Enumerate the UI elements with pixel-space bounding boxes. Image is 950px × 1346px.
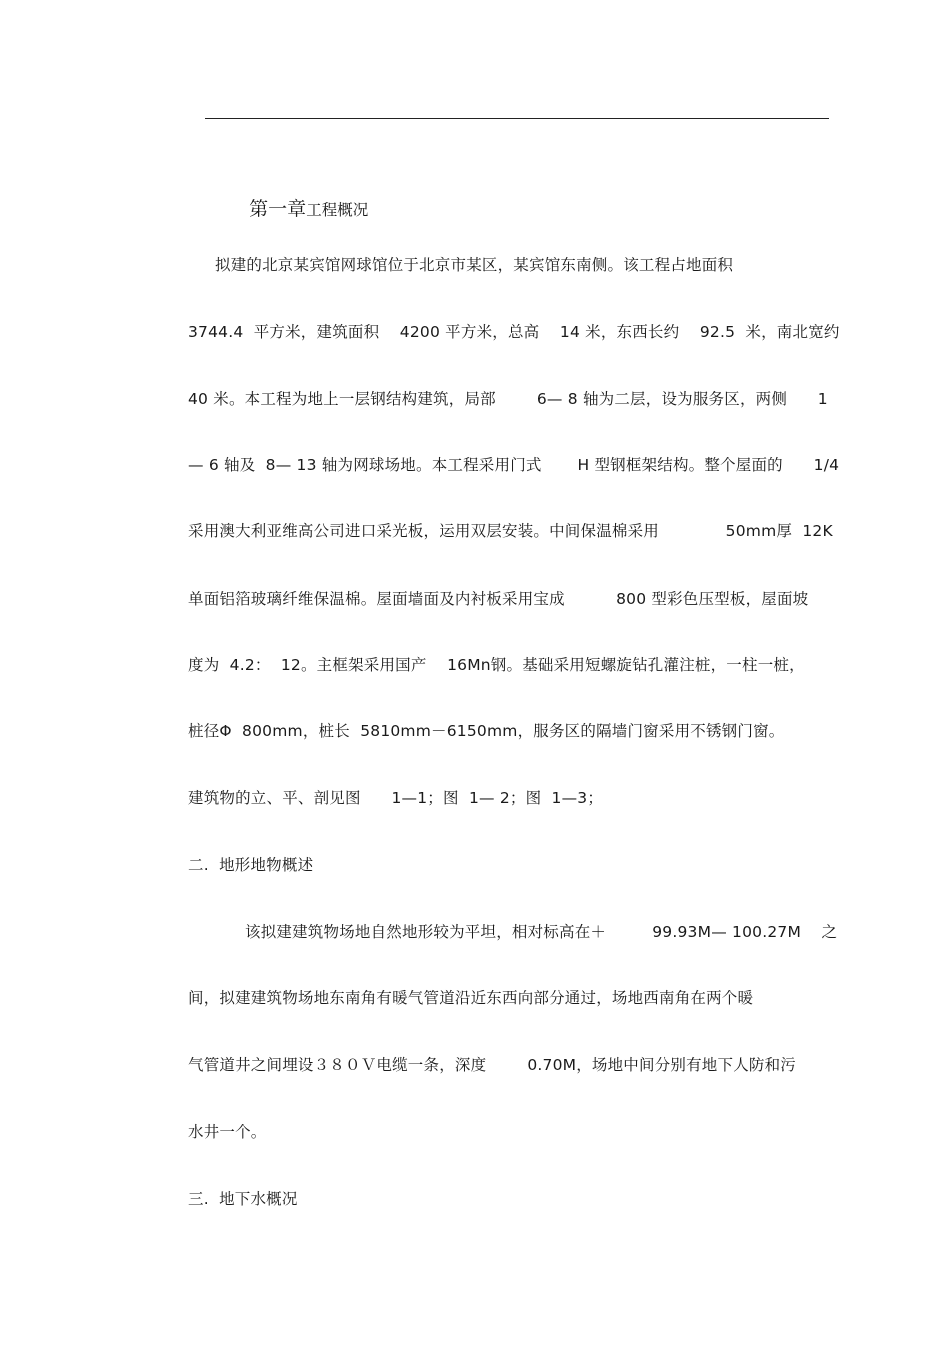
paragraph-line: 气管道井之间埋设３８０Ｖ电缆一条，深度 0.70M，场地中间分别有地下人防和污 [188,1056,797,1074]
paragraph-line: 度为 4.2： 12。主框架采用国产 16Mn钢。基础采用短螺旋钻孔灌注桩，一柱一桩， [188,656,805,674]
paragraph-line: 40 米。本工程为地上一层钢结构建筑，局部 6— 8 轴为二层，设为服务区，两侧 1 [188,390,828,408]
paragraph-line: 桩径Φ 800mm，桩长 5810mm－6150mm，服务区的隔墙门窗采用不锈钢门窗。 [188,722,785,740]
paragraph-line: 采用澳大利亚维高公司进口采光板，运用双层安装。中间保温棉采用 50mm厚 12K [188,522,833,540]
chapter-title-text: 工程概况 [306,201,369,219]
paragraph-line: — 6 轴及 8— 13 轴为网球场地。本工程采用门式 H 型钢框架结构。整个屋面的 1/4 [188,456,840,474]
paragraph-line: 单面铝箔玻璃纤维保温棉。屋面墙面及内衬板采用宝成 800 型彩色压型板，屋面坡 [188,590,809,608]
paragraph-line: 建筑物的立、平、剖见图 1—1；图 1— 2；图 1—3； [188,789,604,807]
paragraph-line: 该拟建建筑物场地自然地形较为平坦，相对标高在＋ 99.93M— 100.27M 之 [245,923,838,941]
paragraph-line: 拟建的北京某宾馆网球馆位于北京市某区，某宾馆东南侧。该工程占地面积 [215,256,734,274]
paragraph-line: 3744.4 平方米，建筑面积 4200 平方米，总高 14 米，东西长约 92.5 米，南北宽约 [188,323,840,341]
section-heading: 二. 地形地物概述 [188,856,314,874]
section-heading: 三. 地下水概况 [188,1190,298,1208]
header-rule [205,118,829,119]
chapter-title [239,175,368,221]
chapter-number: 第一章 [249,198,307,220]
paragraph-line: 水井一个。 [188,1123,267,1141]
paragraph-line: 间，拟建建筑物场地东南角有暖气管道沿近东西向部分通过，场地西南角在两个暖 [188,989,754,1007]
